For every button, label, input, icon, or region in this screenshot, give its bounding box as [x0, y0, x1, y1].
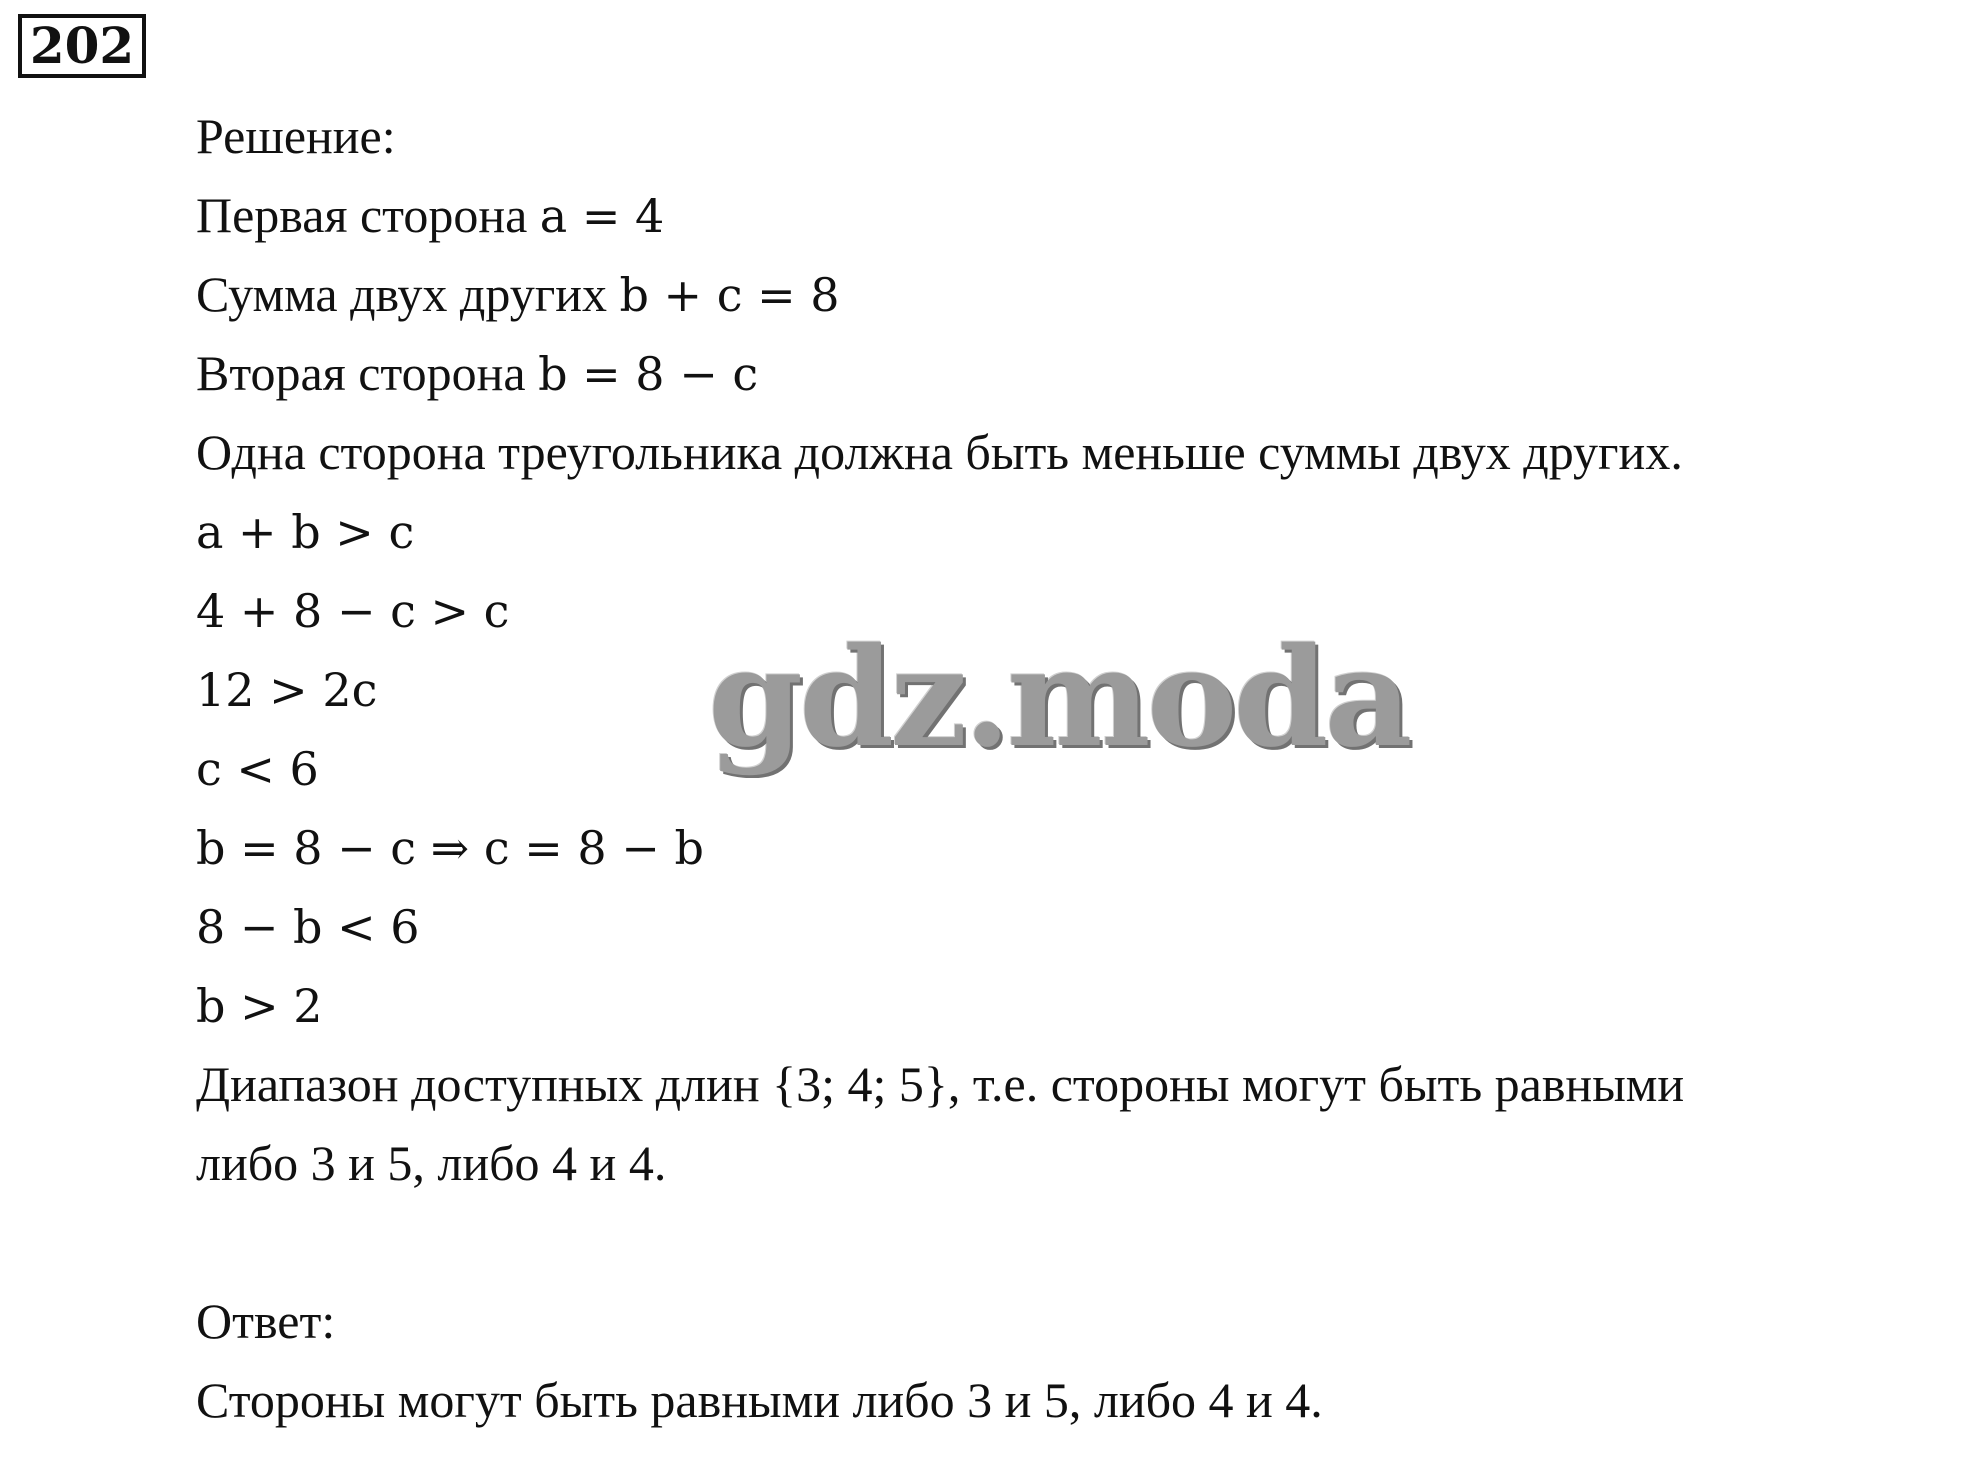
step-math: a = 4	[539, 189, 665, 243]
step-line	[196, 334, 1956, 413]
step-text: Сумма двух других	[196, 266, 620, 322]
step-line	[196, 808, 1956, 887]
range-line: Диапазон доступных длин {3; 4; 5}, т.е. стороны могут быть равными	[196, 1056, 1685, 1112]
step-line	[196, 176, 1956, 255]
step-math: b + c = 8	[619, 268, 840, 322]
step-math: b = 8 − c ⇒ c = 8 − b	[196, 821, 704, 875]
step-line	[196, 492, 1956, 571]
step-line	[196, 413, 1956, 492]
blank-spacer	[196, 1203, 1956, 1282]
step-text: Одна сторона треугольника должна быть меньше суммы двух других.	[196, 424, 1683, 480]
problem-number-box: 202	[18, 14, 146, 78]
solution-heading: Решение:	[196, 108, 396, 164]
range-line: либо 3 и 5, либо 4 и 4.	[196, 1135, 667, 1191]
step-math: 8 − b < 6	[196, 900, 420, 954]
step-math: a + b > c	[196, 505, 415, 559]
step-line	[196, 887, 1956, 966]
step-math: b = 8 − c	[538, 347, 759, 401]
watermark-logo: gdz.moda	[708, 618, 1409, 778]
step-line	[196, 255, 1956, 334]
answer-text: Стороны могут быть равными либо 3 и 5, либо 4 и 4.	[196, 1372, 1323, 1428]
step-line	[196, 966, 1956, 1045]
answer-heading: Ответ:	[196, 1293, 336, 1349]
step-text: Первая сторона	[196, 187, 540, 243]
step-text: Вторая сторона	[196, 345, 539, 401]
step-math: b > 2	[196, 979, 323, 1033]
step-math: c < 6	[196, 742, 319, 796]
step-math: 4 + 8 − c > c	[196, 584, 510, 638]
step-math: 12 > 2c	[196, 663, 378, 717]
